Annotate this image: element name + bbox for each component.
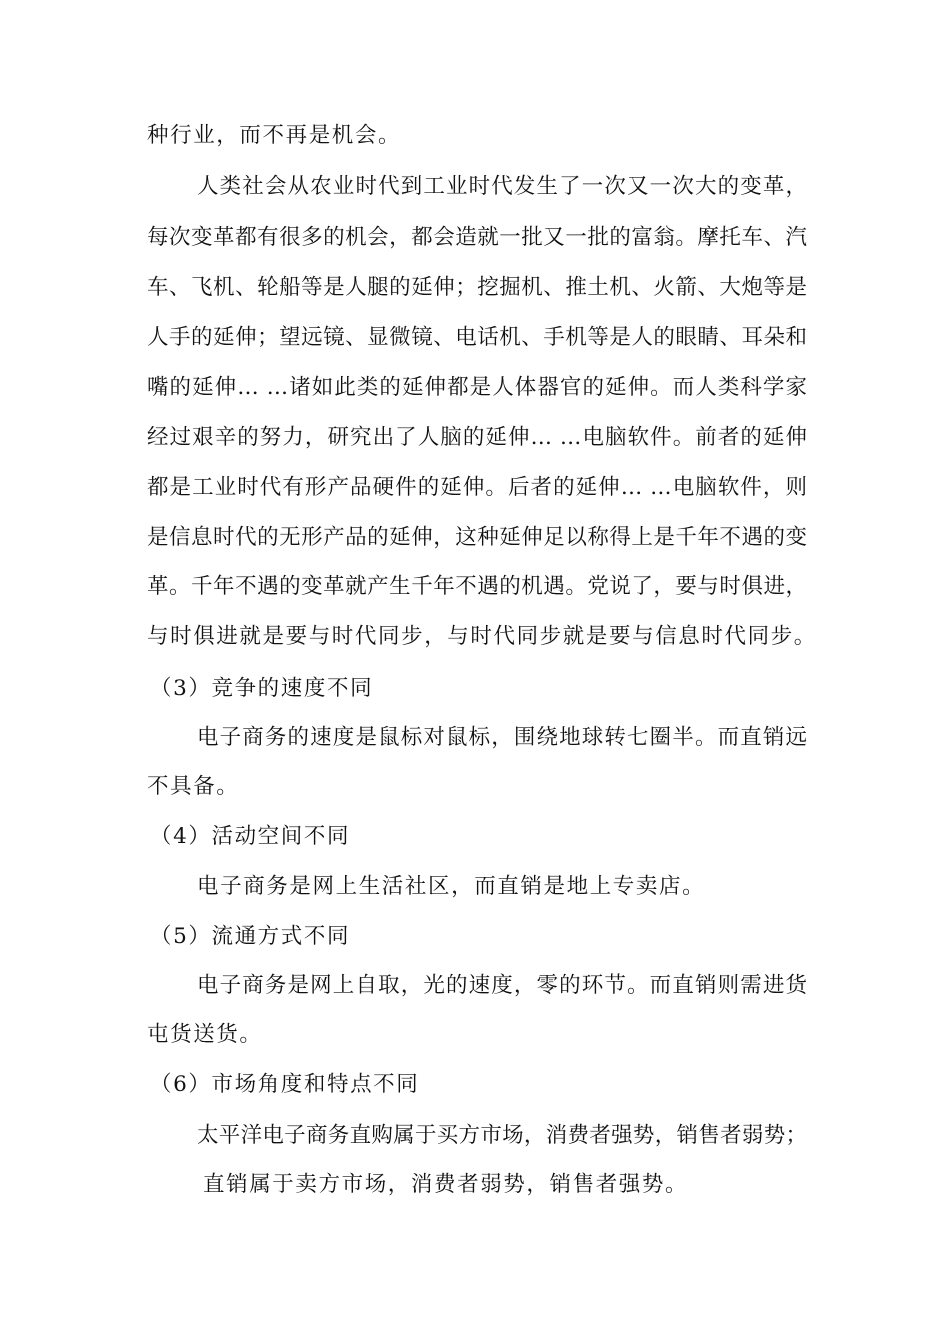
body-text-line: 人手的延伸；望远镜、显微镜、电话机、手机等是人的眼睛、耳朵和 — [147, 325, 807, 350]
body-text-line: 每次变革都有很多的机会，都会造就一批又一批的富翁。摩托车、汽 — [147, 225, 807, 250]
body-text-line: 屯货送货。 — [147, 1022, 263, 1047]
body-text-line: 经过艰辛的努力，研究出了人脑的延伸… …电脑软件。前者的延伸 — [147, 425, 807, 450]
section-heading: （5）流通方式不同 — [150, 924, 351, 949]
body-text-line: 电子商务的速度是鼠标对鼠标，围绕地球转七圈半。而直销远 — [197, 725, 807, 750]
body-text-line: 是信息时代的无形产品的延伸，这种延伸足以称得上是千年不遇的变 — [147, 525, 807, 550]
body-text-line: 人类社会从农业时代到工业时代发生了一次又一次大的变革， — [197, 174, 807, 199]
body-text-line: 直销属于卖方市场，消费者弱势，销售者强势。 — [203, 1172, 689, 1197]
section-heading: （6）市场角度和特点不同 — [150, 1072, 420, 1097]
body-text-line: 种行业，而不再是机会。 — [147, 123, 402, 148]
body-text-line: 电子商务是网上自取，光的速度，零的环节。而直销则需进货 — [197, 973, 807, 998]
body-text-line: 嘴的延伸… …诸如此类的延伸都是人体器官的延伸。而人类科学家 — [147, 375, 807, 400]
body-text-line: 不具备。 — [147, 774, 240, 799]
body-text-line: 革。千年不遇的变革就产生千年不遇的机遇。党说了，要与时俱进， — [147, 574, 807, 599]
body-text-line: 太平洋电子商务直购属于买方市场，消费者强势，销售者弱势； — [197, 1123, 807, 1148]
body-text-line: 都是工业时代有形产品硬件的延伸。后者的延伸… …电脑软件，则 — [147, 475, 807, 500]
section-heading: （4）活动空间不同 — [150, 824, 351, 849]
body-text-line: 电子商务是网上生活社区，而直销是地上专卖店。 — [197, 874, 706, 899]
section-heading: （3）竞争的速度不同 — [150, 676, 374, 701]
body-text-line: 与时俱进就是要与时代同步，与时代同步就是要与信息时代同步。 — [147, 624, 817, 649]
body-text-line: 车、飞机、轮船等是人腿的延伸；挖掘机、推土机、火箭、大炮等是 — [147, 275, 807, 300]
